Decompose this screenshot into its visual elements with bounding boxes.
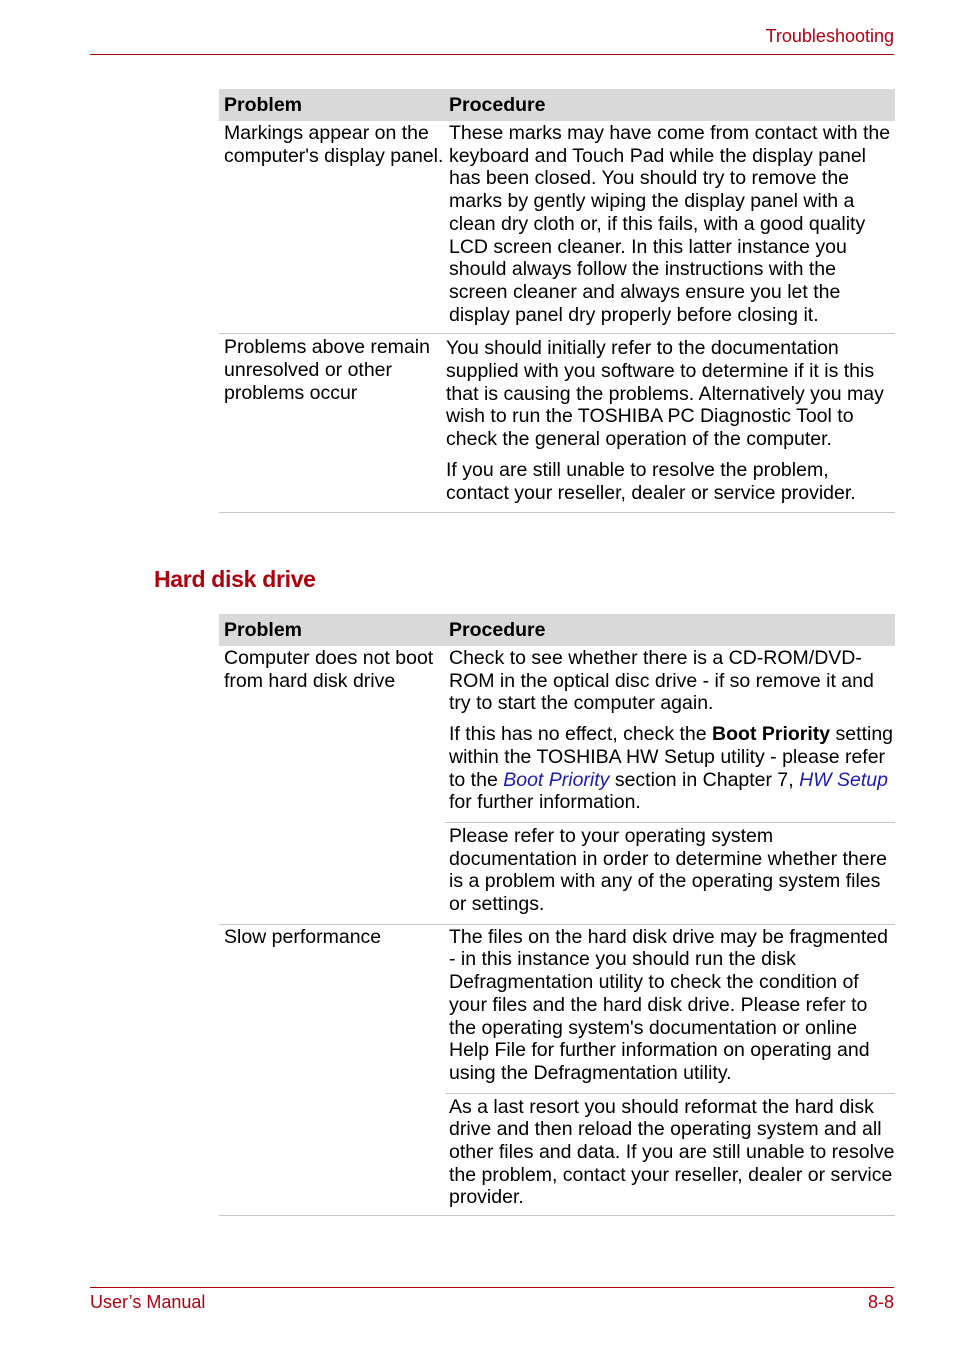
problem-cell: Slow performance	[224, 925, 382, 948]
section-title-hard-disk-drive: Hard disk drive	[154, 566, 316, 592]
table-row	[219, 334, 895, 513]
column-header-procedure: Procedure	[449, 93, 546, 116]
table-header-row	[219, 614, 895, 646]
footer-rule	[90, 1287, 894, 1288]
column-header-procedure: Procedure	[449, 618, 546, 641]
troubleshooting-table-hard-disk	[219, 614, 895, 1216]
boot-priority-bold: Boot Priority	[712, 723, 831, 746]
procedure-cell	[445, 925, 895, 1215]
header-rule	[90, 54, 894, 55]
table-header-row	[219, 89, 895, 121]
running-header-title: Troubleshooting	[765, 26, 894, 46]
table-row	[219, 925, 895, 1216]
procedure-text: The files on the hard disk drive may be fragmented - in this instance you should run the disk Defragmentation utility to check the condition of your files and the hard disk drive. Please refer to the operating system's documentation or online Help File for further information on operating and using the Defragmentation utility.	[449, 925, 888, 1084]
table-row	[219, 646, 895, 925]
procedure-cell	[445, 121, 895, 333]
troubleshooting-table-display	[219, 89, 895, 513]
table-row	[219, 121, 895, 334]
procedure-text: If this has no effect, check the Boot Priority setting within the TOSHIBA HW Setup utility - please refer to the Boot Priority section in Chapter 7, HW Setup for further information.	[449, 723, 894, 814]
problem-cell: Computer does not boot from hard disk drive	[224, 647, 434, 692]
problem-cell: Markings appear on the computer's display panel.	[224, 122, 444, 167]
procedure-cell	[445, 334, 895, 512]
procedure-text: You should initially refer to the documentation supplied with you software to determine if it is this that is causing the problems. Alternatively you may wish to run the TOSHIBA PC Diagnostic Tool to check the general operation of the computer.	[446, 337, 884, 451]
link-boot-priority[interactable]: Boot Priority	[503, 768, 610, 791]
page-number: 8-8	[867, 1292, 894, 1312]
footer-manual-title: User’s Manual	[90, 1292, 206, 1312]
procedure-text: Please refer to your operating system documentation in order to determine whether there is a problem with any of the operating system files or settings.	[449, 824, 887, 916]
column-header-problem: Problem	[224, 618, 303, 641]
procedure-cell	[445, 646, 895, 924]
procedure-text: If you are still unable to resolve the problem, contact your reseller, dealer or service provider.	[446, 458, 856, 504]
column-header-problem: Problem	[224, 93, 303, 116]
procedure-text: These marks may have come from contact with the keyboard and Touch Pad while the display panel has been closed. You should try to remove the marks by gently wiping the display panel with a clean dry cloth or, if this fails, with a good quality LCD screen cleaner. In this latter instance you should always follow the instructions with the screen cleaner and always ensure you let the display panel dry properly before closing it.	[449, 122, 891, 326]
procedure-text: Check to see whether there is a CD-ROM/DVD-ROM in the optical disc drive - if so remove it and try to start the computer again.	[449, 647, 874, 715]
link-hw-setup[interactable]: HW Setup	[799, 768, 888, 791]
problem-cell: Problems above remain unresolved or other problems occur	[224, 336, 430, 404]
procedure-text: As a last resort you should reformat the hard disk drive and then reload the operating system and all other files and data. If you are still unable to resolve the problem, contact your reseller, dealer or service provider.	[449, 1095, 895, 1209]
